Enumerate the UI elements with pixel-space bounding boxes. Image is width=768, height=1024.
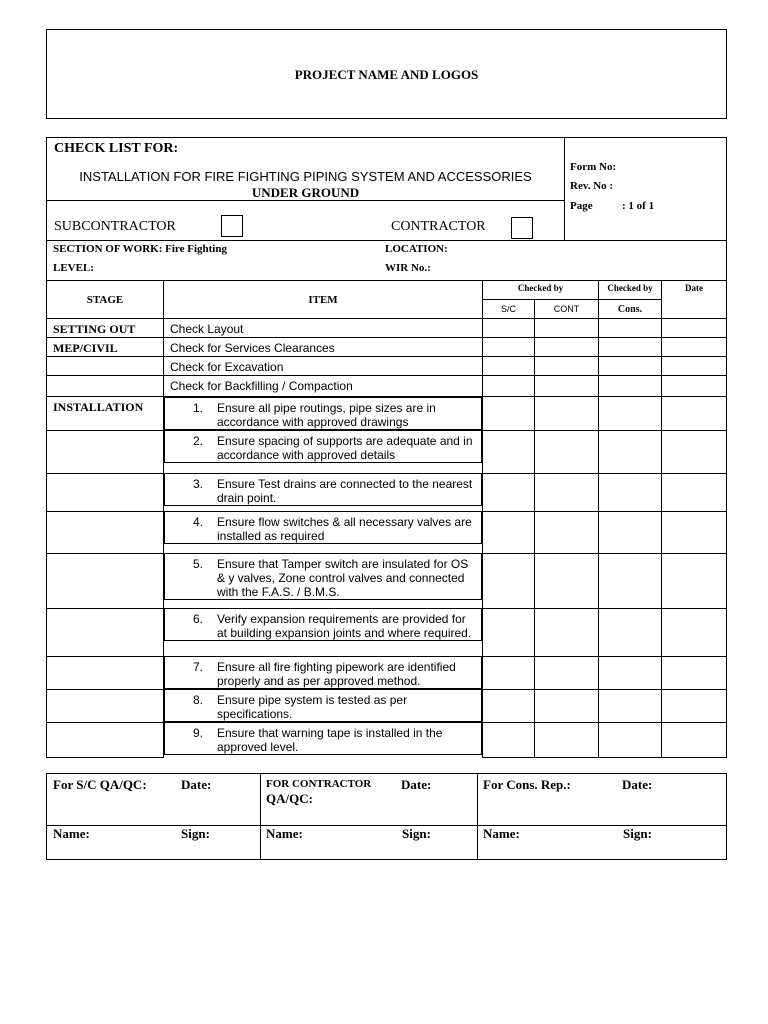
stage-cell <box>47 511 164 553</box>
sc-check-cell[interactable] <box>483 397 535 431</box>
contractor-label: CONTRACTOR <box>391 219 486 234</box>
date-cell[interactable] <box>662 357 727 376</box>
sc-sign-label: Sign: <box>181 826 210 841</box>
date-cell[interactable] <box>662 473 727 511</box>
item-text: Ensure all pipe routings, pipe sizes are in accordance with approved drawings <box>217 401 436 429</box>
sc-check-cell[interactable] <box>483 338 535 357</box>
cont-check-cell[interactable] <box>535 338 599 357</box>
stage-cell: INSTALLATION <box>47 397 164 431</box>
stage-cell <box>47 357 164 376</box>
date-cell[interactable] <box>662 430 727 473</box>
stage-cell <box>47 608 164 656</box>
date-cell[interactable] <box>662 376 727 397</box>
table-row <box>47 608 727 656</box>
stage-cell <box>47 689 164 722</box>
contractor-sign-label: Sign: <box>402 826 431 841</box>
cont-check-cell[interactable] <box>535 511 599 553</box>
item-number: 9. <box>193 726 204 740</box>
table-row <box>47 397 727 431</box>
sc-check-cell[interactable] <box>483 656 535 689</box>
page-value: : 1 of 1 <box>622 200 655 212</box>
table-row <box>47 689 727 722</box>
checked-by-cons-header: Checked by <box>599 281 662 300</box>
item-number: 6. <box>193 612 204 626</box>
sc-check-cell[interactable] <box>483 689 535 722</box>
date-cell[interactable] <box>662 689 727 722</box>
cons-check-cell[interactable] <box>599 689 662 722</box>
stage-cell <box>47 553 164 608</box>
cont-check-cell[interactable] <box>535 430 599 473</box>
sc-date-label: Date: <box>181 777 212 792</box>
stage-cell: SETTING OUT <box>47 319 164 338</box>
item-text: Ensure that warning tape is installed in the approved level. <box>217 726 443 754</box>
cons-check-cell[interactable] <box>599 430 662 473</box>
item-number: 1. <box>193 401 204 415</box>
subcontractor-label: SUBCONTRACTOR <box>54 219 176 234</box>
cons-check-cell[interactable] <box>599 376 662 397</box>
item-cell <box>164 608 482 641</box>
cons-check-cell[interactable] <box>599 397 662 431</box>
table-row <box>47 511 727 553</box>
item-text: Ensure Test drains are connected to the nearest drain point. <box>217 477 473 505</box>
cons-check-cell[interactable] <box>599 319 662 338</box>
subcontractor-checkbox[interactable] <box>221 215 243 237</box>
cont-header: CONT <box>535 300 599 319</box>
checklist-table <box>46 280 727 758</box>
project-header-box <box>46 29 727 119</box>
item-number: 4. <box>193 515 204 529</box>
date-cell[interactable] <box>662 338 727 357</box>
sc-name-label: Name: <box>53 826 90 841</box>
item-number: 2. <box>193 434 204 448</box>
item-cell <box>164 511 482 544</box>
stage-cell <box>47 430 164 473</box>
item-cell <box>164 656 482 689</box>
sc-check-cell[interactable] <box>483 722 535 757</box>
table-row <box>47 338 727 357</box>
page-label: Page <box>570 200 593 212</box>
sc-check-cell[interactable] <box>483 376 535 397</box>
sc-header: S/C <box>483 300 535 319</box>
cons-check-cell[interactable] <box>599 722 662 757</box>
signoff-divider-1 <box>260 774 261 859</box>
cons-check-cell[interactable] <box>599 357 662 376</box>
cont-check-cell[interactable] <box>535 357 599 376</box>
table-row <box>47 722 727 757</box>
item-cell: Check for Excavation <box>164 357 483 376</box>
item-cell <box>164 722 482 755</box>
sc-check-cell[interactable] <box>483 608 535 656</box>
contractor-name-label: Name: <box>266 826 303 841</box>
date-cell[interactable] <box>662 722 727 757</box>
cons-check-cell[interactable] <box>599 608 662 656</box>
project-title: PROJECT NAME AND LOGOS <box>294 67 479 82</box>
parties-divider <box>47 240 726 241</box>
table-row <box>47 473 727 511</box>
contractor-checkbox[interactable] <box>511 217 533 239</box>
cons-check-cell[interactable] <box>599 511 662 553</box>
item-text: Ensure all fire fighting pipework are identified properly and as per approved method. <box>217 660 456 688</box>
section-of-work-label: SECTION OF WORK: Fire Fighting <box>53 243 227 255</box>
cons-rep-label: For Cons. Rep.: <box>483 777 571 792</box>
cont-check-cell[interactable] <box>535 473 599 511</box>
item-number: 7. <box>193 660 204 674</box>
date-cell[interactable] <box>662 608 727 656</box>
table-row <box>47 376 727 397</box>
item-header: ITEM <box>164 281 483 319</box>
checklist-label: CHECK LIST FOR: <box>54 141 179 156</box>
date-cell[interactable] <box>662 553 727 608</box>
item-cell: Check Layout <box>164 319 483 338</box>
item-cell <box>164 397 482 430</box>
cons-check-cell[interactable] <box>599 473 662 511</box>
cont-check-cell[interactable] <box>535 319 599 338</box>
stage-cell: MEP/CIVIL <box>47 338 164 357</box>
checklist-header-box <box>46 137 727 281</box>
title-divider <box>47 200 564 201</box>
item-cell <box>164 689 482 722</box>
cons-check-cell[interactable] <box>599 656 662 689</box>
sc-check-cell[interactable] <box>483 357 535 376</box>
item-number: 3. <box>193 477 204 491</box>
cont-check-cell[interactable] <box>535 397 599 431</box>
stage-cell <box>47 473 164 511</box>
contractor-qaqc-label-top: FOR CONTRACTOR <box>266 778 372 790</box>
stage-header: STAGE <box>47 281 164 319</box>
date-cell[interactable] <box>662 397 727 431</box>
checklist-title-line1: INSTALLATION FOR FIRE FIGHTING PIPING SYSTEM AND ACCESSORIES <box>79 169 532 184</box>
wir-no-label: WIR No.: <box>385 262 431 274</box>
signoff-divider-2 <box>477 774 478 859</box>
cons-check-cell[interactable] <box>599 553 662 608</box>
item-text: Verify expansion requirements are provided for at building expansion joints and where required. <box>217 612 472 640</box>
table-row <box>47 357 727 376</box>
item-cell: Check for Services Clearances <box>164 338 483 357</box>
table-row <box>47 553 727 608</box>
rev-no-label: Rev. No : <box>570 180 614 192</box>
stage-cell <box>47 722 164 757</box>
date-header: Date <box>662 281 727 319</box>
item-text: Ensure flow switches & all necessary valves are installed as required <box>217 515 472 543</box>
contractor-qaqc-label-bottom: QA/QC: <box>266 791 313 806</box>
sc-check-cell[interactable] <box>483 473 535 511</box>
item-cell <box>164 430 482 463</box>
cont-check-cell[interactable] <box>535 553 599 608</box>
table-row <box>47 656 727 689</box>
level-label: LEVEL: <box>53 262 94 274</box>
table-row <box>47 430 727 473</box>
item-cell: Check for Backfilling / Compaction <box>164 376 483 397</box>
contractor-date-label: Date: <box>401 777 432 792</box>
stage-cell <box>47 376 164 397</box>
item-text: Ensure pipe system is tested as per specifications. <box>217 693 408 721</box>
sc-check-cell[interactable] <box>483 511 535 553</box>
checklist-title-line2: UNDER GROUND <box>251 185 360 200</box>
sc-check-cell[interactable] <box>483 430 535 473</box>
item-text: Ensure spacing of supports are adequate and in accordance with approved details <box>217 434 473 462</box>
signoff-box <box>46 773 727 860</box>
form-info-divider <box>564 138 565 240</box>
cont-check-cell[interactable] <box>535 689 599 722</box>
item-number: 8. <box>193 693 204 707</box>
cons-date-label: Date: <box>622 777 653 792</box>
item-text: Ensure that Tamper switch are insulated for OS & y valves, Zone control valves and connected with the F.A.S. / B.M.S. <box>217 557 469 599</box>
item-cell <box>164 473 482 506</box>
table-row <box>47 319 727 338</box>
sc-check-cell[interactable] <box>483 553 535 608</box>
stage-cell <box>47 656 164 689</box>
cons-sign-label: Sign: <box>623 826 652 841</box>
cont-check-cell[interactable] <box>535 608 599 656</box>
cont-check-cell[interactable] <box>535 722 599 757</box>
item-cell <box>164 553 482 600</box>
cont-check-cell[interactable] <box>535 656 599 689</box>
checked-by-header: Checked by <box>483 281 599 300</box>
table-header-row <box>47 281 727 300</box>
sc-check-cell[interactable] <box>483 319 535 338</box>
date-cell[interactable] <box>662 319 727 338</box>
location-label: LOCATION: <box>385 243 448 255</box>
date-cell[interactable] <box>662 511 727 553</box>
form-no-label: Form No: <box>570 161 617 173</box>
sc-qaqc-label: For S/C QA/QC: <box>53 777 147 792</box>
cont-check-cell[interactable] <box>535 376 599 397</box>
cons-header: Cons. <box>599 300 662 319</box>
cons-check-cell[interactable] <box>599 338 662 357</box>
item-number: 5. <box>193 557 204 571</box>
cons-name-label: Name: <box>483 826 520 841</box>
date-cell[interactable] <box>662 656 727 689</box>
